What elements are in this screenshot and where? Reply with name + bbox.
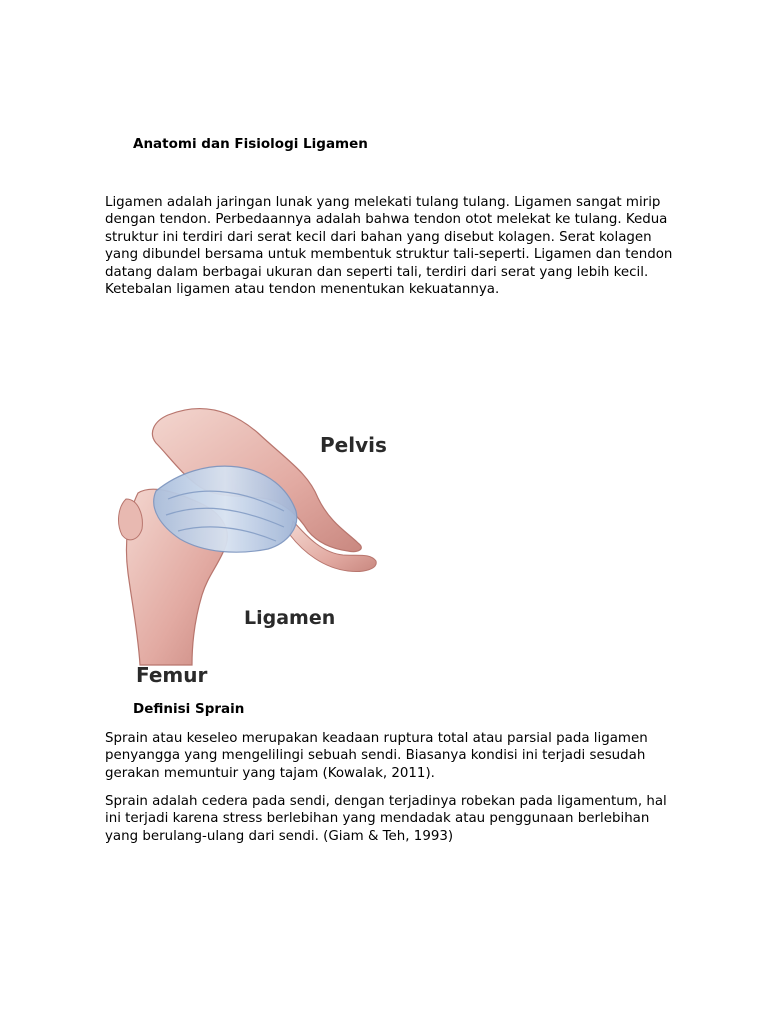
section-title-definisi: Definisi Sprain: [133, 701, 245, 717]
paragraph-sprain-1: Sprain atau keseleo merupakan keadaan ruptura total atau parsial pada ligamen penyangga yang mengelilingi sebuah sendi. Biasanya kondisi ini terjadi sesudah gerakan memuntuir yang tajam (Kowalak, 2011).: [105, 731, 648, 781]
label-pelvis: Pelvis: [320, 433, 387, 457]
paragraph-ligamen: Ligamen adalah jaringan lunak yang melekati tulang tulang. Ligamen sangat mirip dengan tendon. Perbedaannya adalah bahwa tendon otot melekat ke tulang. Kedua struktur ini terdiri dari serat kecil dari bahan yang disebut kolagen. Serat kolagen yang dibundel bersama untuk membentuk struktur tali-seperti. Ligamen dan tendon datang dalam berbagai ukuran dan seperti tali, terdiri dari serat yang lebih kecil. Ketebalan ligamen atau tendon menentukan kekuatannya.: [105, 195, 673, 298]
paragraph-sprain-2: Sprain adalah cedera pada sendi, dengan terjadinya robekan pada ligamentum, hal ini terjadi karena stress berlebihan yang mendadak atau penggunaan berlebihan yang berulang-ulang dari sendi. (Giam & Teh, 1993): [105, 794, 667, 844]
hip-joint-drawing: [108, 403, 400, 685]
section-title-anatomi: Anatomi dan Fisiologi Ligamen: [133, 136, 368, 152]
hip-ligament-illustration: [108, 403, 400, 685]
label-ligamen: Ligamen: [244, 607, 336, 629]
label-femur: Femur: [136, 663, 208, 685]
